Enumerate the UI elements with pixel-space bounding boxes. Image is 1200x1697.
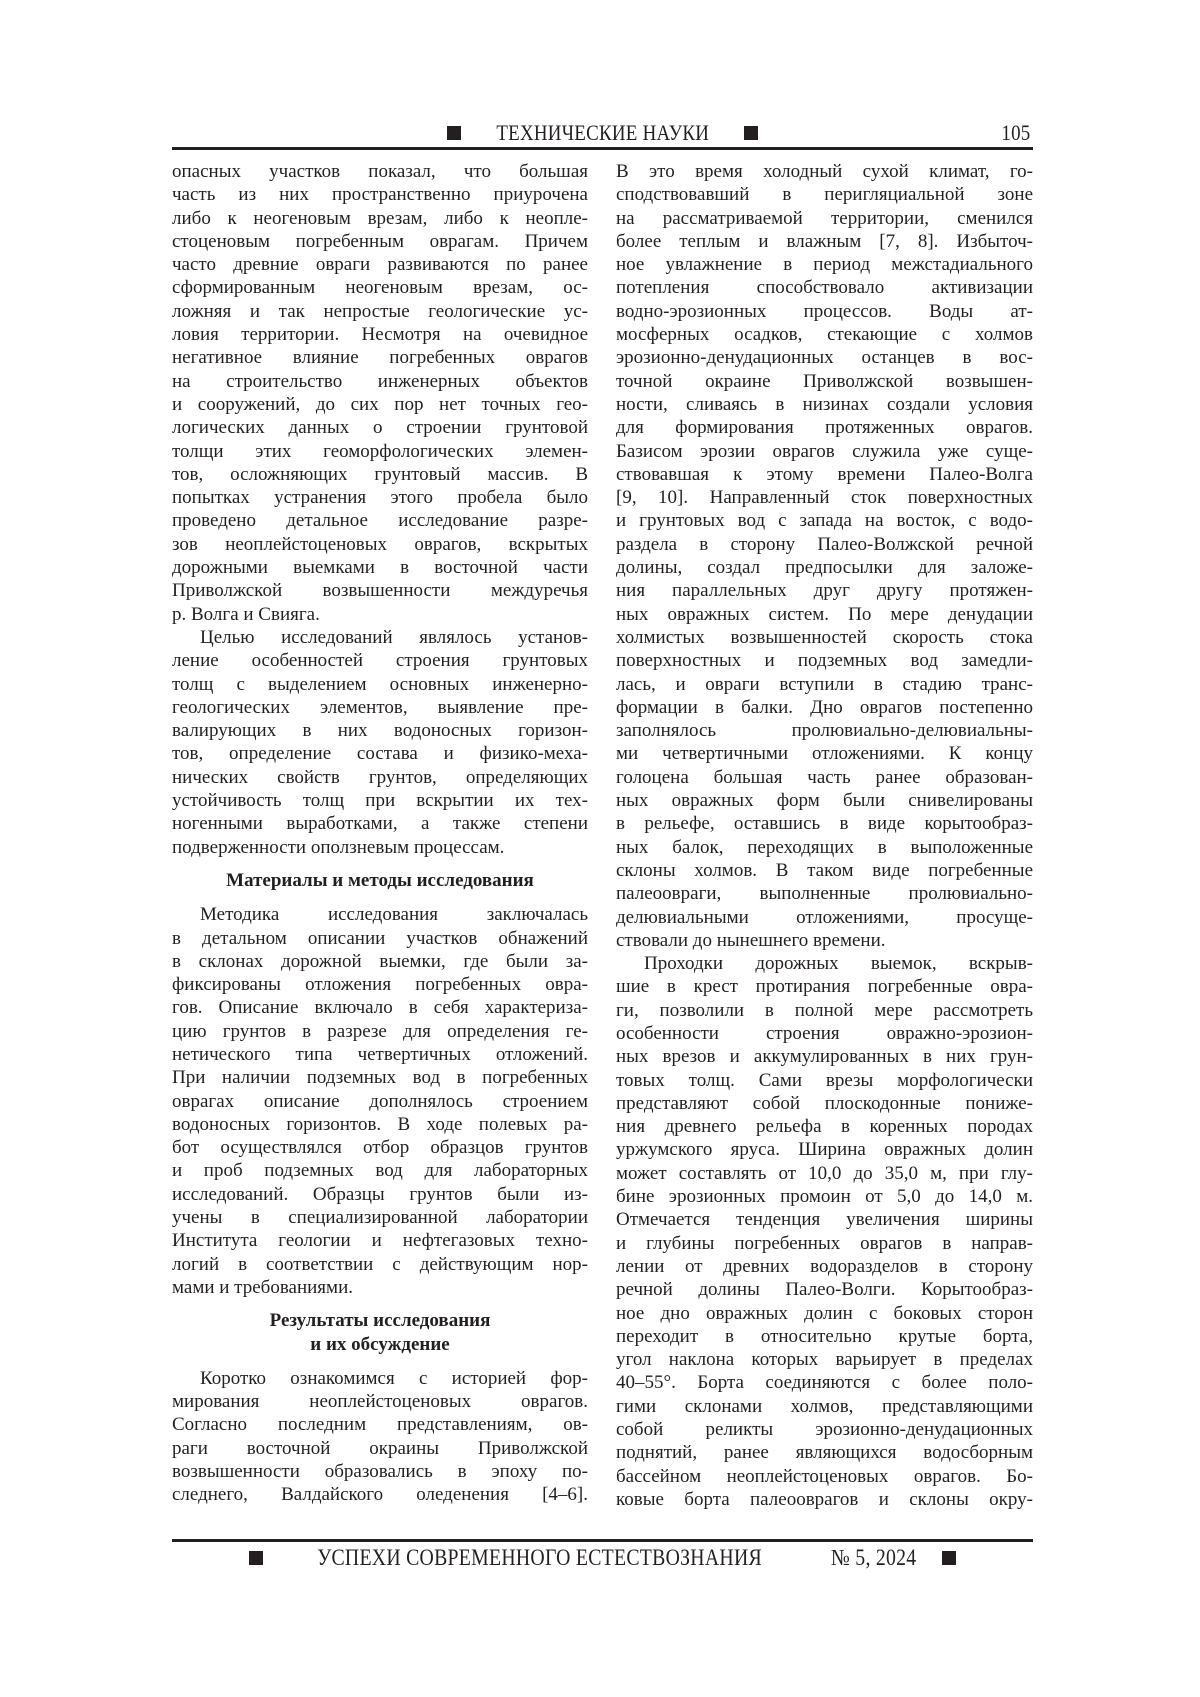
text-line: делювиальными отложениями, просуще- (616, 906, 1033, 929)
text-line: При наличии подземных вод в погребенных (172, 1066, 588, 1089)
heading-line: Результаты исследования (172, 1309, 588, 1332)
header-rule (172, 147, 1033, 150)
text-line: формации в балки. Дно оврагов постепенно (616, 696, 1033, 719)
text-line: точной окраине Приволжской возвышен- (616, 370, 1033, 393)
text-line: ных овражных форм были снивелированы (616, 789, 1033, 812)
text-line: гими склонами холмов, представляющими (616, 1395, 1033, 1418)
text-line: [9, 10]. Направленный сток поверхностных (616, 486, 1033, 509)
text-line: Проходки дорожных выемок, вскрыв- (616, 952, 1033, 975)
text-line: на строительство инженерных объектов (172, 370, 588, 393)
text-line: ление особенностей строения грунтовых (172, 649, 588, 672)
text-line: потепления способствовало активизации (616, 276, 1033, 299)
text-line: Методика исследования заключалась (172, 903, 588, 926)
text-line: ния древнего рельефа в коренных породах (616, 1115, 1033, 1138)
text-line: более теплым и влажным [7, 8]. Избыточ- (616, 230, 1033, 253)
text-line: ное увлажнение в период межстадиального (616, 253, 1033, 276)
text-line: В это время холодный сухой климат, го- (616, 160, 1033, 183)
text-line: для формирования протяженных оврагов. (616, 416, 1033, 439)
text-line: голоцена большая часть ранее образован- (616, 766, 1033, 789)
text-line: водоносных горизонтов. В ходе полевых ра- (172, 1113, 588, 1136)
text-line: может составлять от 10,0 до 35,0 м, при глу- (616, 1162, 1033, 1185)
text-line: Отмечается тенденция увеличения ширины (616, 1208, 1033, 1231)
text-line: холмистых возвышенностей скорость стока (616, 626, 1033, 649)
text-line: часть из них пространственно приурочена (172, 183, 588, 206)
text-line: оврагах описание дополнялось строением (172, 1090, 588, 1113)
text-line: нетического типа четвертичных отложений. (172, 1043, 588, 1066)
text-line: толщ с выделением основных инженерно- (172, 673, 588, 696)
text-line: попытках устранения этого пробела было (172, 486, 588, 509)
text-line: поверхностных и подземных вод замедли- (616, 649, 1033, 672)
square-bullet-icon (447, 126, 461, 140)
text-line: на рассматриваемой территории, сменился (616, 207, 1033, 230)
text-line: в рельефе, оставшись в виде корытообраз- (616, 812, 1033, 835)
text-line: стоценовым погребенным оврагам. Причем (172, 230, 588, 253)
text-line: ствовали до нынешнего времени. (616, 929, 1033, 952)
footer-rule (172, 1539, 1033, 1542)
text-line: устойчивость толщ при вскрытии их тех- (172, 789, 588, 812)
section-title: ТЕХНИЧЕСКИЕ НАУКИ (496, 118, 709, 148)
text-line: Приволжской возвышенности междуречья (172, 579, 588, 602)
paragraph (172, 626, 588, 859)
text-line: лась, и овраги вступили в стадию транс- (616, 673, 1033, 696)
text-line: палеоовраги, выполненные пролювиально- (616, 882, 1033, 905)
text-line: нических свойств грунтов, определяющих (172, 766, 588, 789)
heading-line: Материалы и методы исследования (172, 869, 588, 892)
text-line: ное дно овражных долин с боковых сторон (616, 1302, 1033, 1325)
text-line: Целью исследований являлось установ- (172, 626, 588, 649)
text-line: 40–55°. Борта соединяются с более поло- (616, 1371, 1033, 1394)
section-heading (172, 869, 588, 892)
text-line: зов неоплейстоценовых оврагов, вскрытых (172, 533, 588, 556)
text-line: опасных участков показал, что большая (172, 160, 588, 183)
square-bullet-icon (942, 1551, 956, 1565)
text-line: мами и требованиями. (172, 1276, 588, 1299)
text-line: ности, сливаясь в низинах создали условия (616, 393, 1033, 416)
text-line: часто древние овраги развиваются по ранее (172, 253, 588, 276)
text-line: сформированным неогеновым врезам, ос- (172, 276, 588, 299)
paragraph (172, 903, 588, 1299)
running-footer (172, 1543, 1033, 1573)
text-line: долины, создал предпосылки для заложе- (616, 556, 1033, 579)
text-line: сподствовавший в перигляциальной зоне (616, 183, 1033, 206)
text-line: ковые борта палеооврагов и склоны окру- (616, 1488, 1033, 1511)
text-line: учены в специализированной лаборатории (172, 1206, 588, 1229)
text-line: тов, определение состава и физико-меха- (172, 742, 588, 765)
text-line: ния параллельных друг другу протяжен- (616, 579, 1033, 602)
paragraph (172, 1367, 588, 1507)
text-line: в детальном описании участков обнажений (172, 927, 588, 950)
text-line: и проб подземных вод для лабораторных (172, 1159, 588, 1182)
text-line: логических данных о строении грунтовой (172, 416, 588, 439)
text-line: подверженности оползневым процессам. (172, 836, 588, 859)
text-line: бассейном неоплейстоценовых оврагов. Бо- (616, 1465, 1033, 1488)
text-line: и сооружений, до сих пор нет точных гео- (172, 393, 588, 416)
text-line: склоны холмов. В таком виде погребенные (616, 859, 1033, 882)
text-line: геологических элементов, выявление пре- (172, 696, 588, 719)
page-number: 105 (1001, 118, 1030, 148)
text-line: заполнялось пролювиально-делювиальны- (616, 719, 1033, 742)
text-line: раздела в сторону Палео-Волжской речной (616, 533, 1033, 556)
text-line: раги восточной окраины Приволжской (172, 1437, 588, 1460)
paragraph (616, 952, 1033, 1511)
text-line: особенности строения овражно-эрозион- (616, 1022, 1033, 1045)
text-line: ги, позволили в полной мере рассмотреть (616, 999, 1033, 1022)
text-line: ных овражных систем. По мере денудации (616, 603, 1033, 626)
text-line: угол наклона которых варьирует в пределах (616, 1348, 1033, 1371)
text-line: либо к неогеновым врезам, либо к неопле- (172, 207, 588, 230)
text-line: цию грунтов в разрезе для определения ге- (172, 1020, 588, 1043)
text-line: Согласно последним представлениям, ов- (172, 1413, 588, 1436)
text-line: дорожными выемками в восточной части (172, 556, 588, 579)
text-line: в склонах дорожной выемки, где были за- (172, 950, 588, 973)
text-line: ных балок, переходящих в выположенные (616, 836, 1033, 859)
text-line: Института геологии и нефтегазовых техно- (172, 1229, 588, 1252)
text-line: товых толщ. Сами врезы морфологически (616, 1069, 1033, 1092)
text-line: водно-эрозионных процессов. Воды ат- (616, 300, 1033, 323)
text-line: ложняя и так непростые геологические ус- (172, 300, 588, 323)
section-heading (172, 1309, 588, 1356)
text-line: р. Волга и Свияга. (172, 603, 588, 626)
text-line: негативное влияние погребенных оврагов (172, 346, 588, 369)
text-line: ствовавшая к этому времени Палео-Волга (616, 463, 1033, 486)
issue-number: № 5, 2024 (831, 1543, 916, 1573)
text-line: ми четвертичными отложениями. К концу (616, 742, 1033, 765)
text-line: бине эрозионных промоин от 5,0 до 14,0 м. (616, 1185, 1033, 1208)
text-line: толщи этих геоморфологических элемен- (172, 440, 588, 463)
text-line: Коротко ознакомимся с историей фор- (172, 1367, 588, 1390)
running-header (172, 118, 1033, 148)
paragraph (172, 160, 588, 626)
text-line: речной долины Палео-Волги. Корытообраз- (616, 1278, 1033, 1301)
journal-title: УСПЕХИ СОВРЕМЕННОГО ЕСТЕСТВОЗНАНИЯ (317, 1543, 762, 1573)
text-line: и грунтовых вод с запада на восток, с водо- (616, 509, 1033, 532)
text-line: фиксированы отложения погребенных овра- (172, 973, 588, 996)
text-line: возвышенности образовались в эпоху по- (172, 1460, 588, 1483)
text-line: шие в крест протирания погребенные овра- (616, 975, 1033, 998)
text-line: ловия территории. Несмотря на очевидное (172, 323, 588, 346)
text-line: исследований. Образцы грунтов были из- (172, 1183, 588, 1206)
text-line: бот осуществлялся отбор образцов грунтов (172, 1136, 588, 1159)
text-line: валирующих в них водоносных горизон- (172, 719, 588, 742)
right-column (616, 160, 1033, 1511)
text-line: поднятий, ранее являющихся водосборным (616, 1441, 1033, 1464)
text-line: ных врезов и аккумулированных в них грун- (616, 1045, 1033, 1068)
text-line: следнего, Валдайского оледенения [4–6]. (172, 1483, 588, 1506)
text-line: собой реликты эрозионно-денудационных (616, 1418, 1033, 1441)
text-line: логий в соответствии с действующим нор- (172, 1253, 588, 1276)
left-column (172, 160, 588, 1507)
heading-line: и их обсуждение (172, 1333, 588, 1356)
text-line: и глубины погребенных оврагов в направ- (616, 1232, 1033, 1255)
square-bullet-icon (249, 1551, 263, 1565)
text-line: Базисом эрозии оврагов служила уже суще- (616, 440, 1033, 463)
paragraph (616, 160, 1033, 952)
text-line: гов. Описание включало в себя характериза- (172, 996, 588, 1019)
text-line: проведено детальное исследование разре- (172, 509, 588, 532)
text-line: представляют собой плоскодонные пониже- (616, 1092, 1033, 1115)
text-line: уржумского яруса. Ширина овражных долин (616, 1138, 1033, 1161)
text-line: тов, осложняющих грунтовый массив. В (172, 463, 588, 486)
text-line: лении от древних водоразделов в сторону (616, 1255, 1033, 1278)
text-line: переходит в относительно крутые борта, (616, 1325, 1033, 1348)
text-line: мосферных осадков, стекающие с холмов (616, 323, 1033, 346)
text-line: мирования неоплейстоценовых оврагов. (172, 1390, 588, 1413)
text-line: ногенными выработками, а также степени (172, 812, 588, 835)
square-bullet-icon (744, 126, 758, 140)
text-line: эрозионно-денудационных останцев в вос- (616, 346, 1033, 369)
